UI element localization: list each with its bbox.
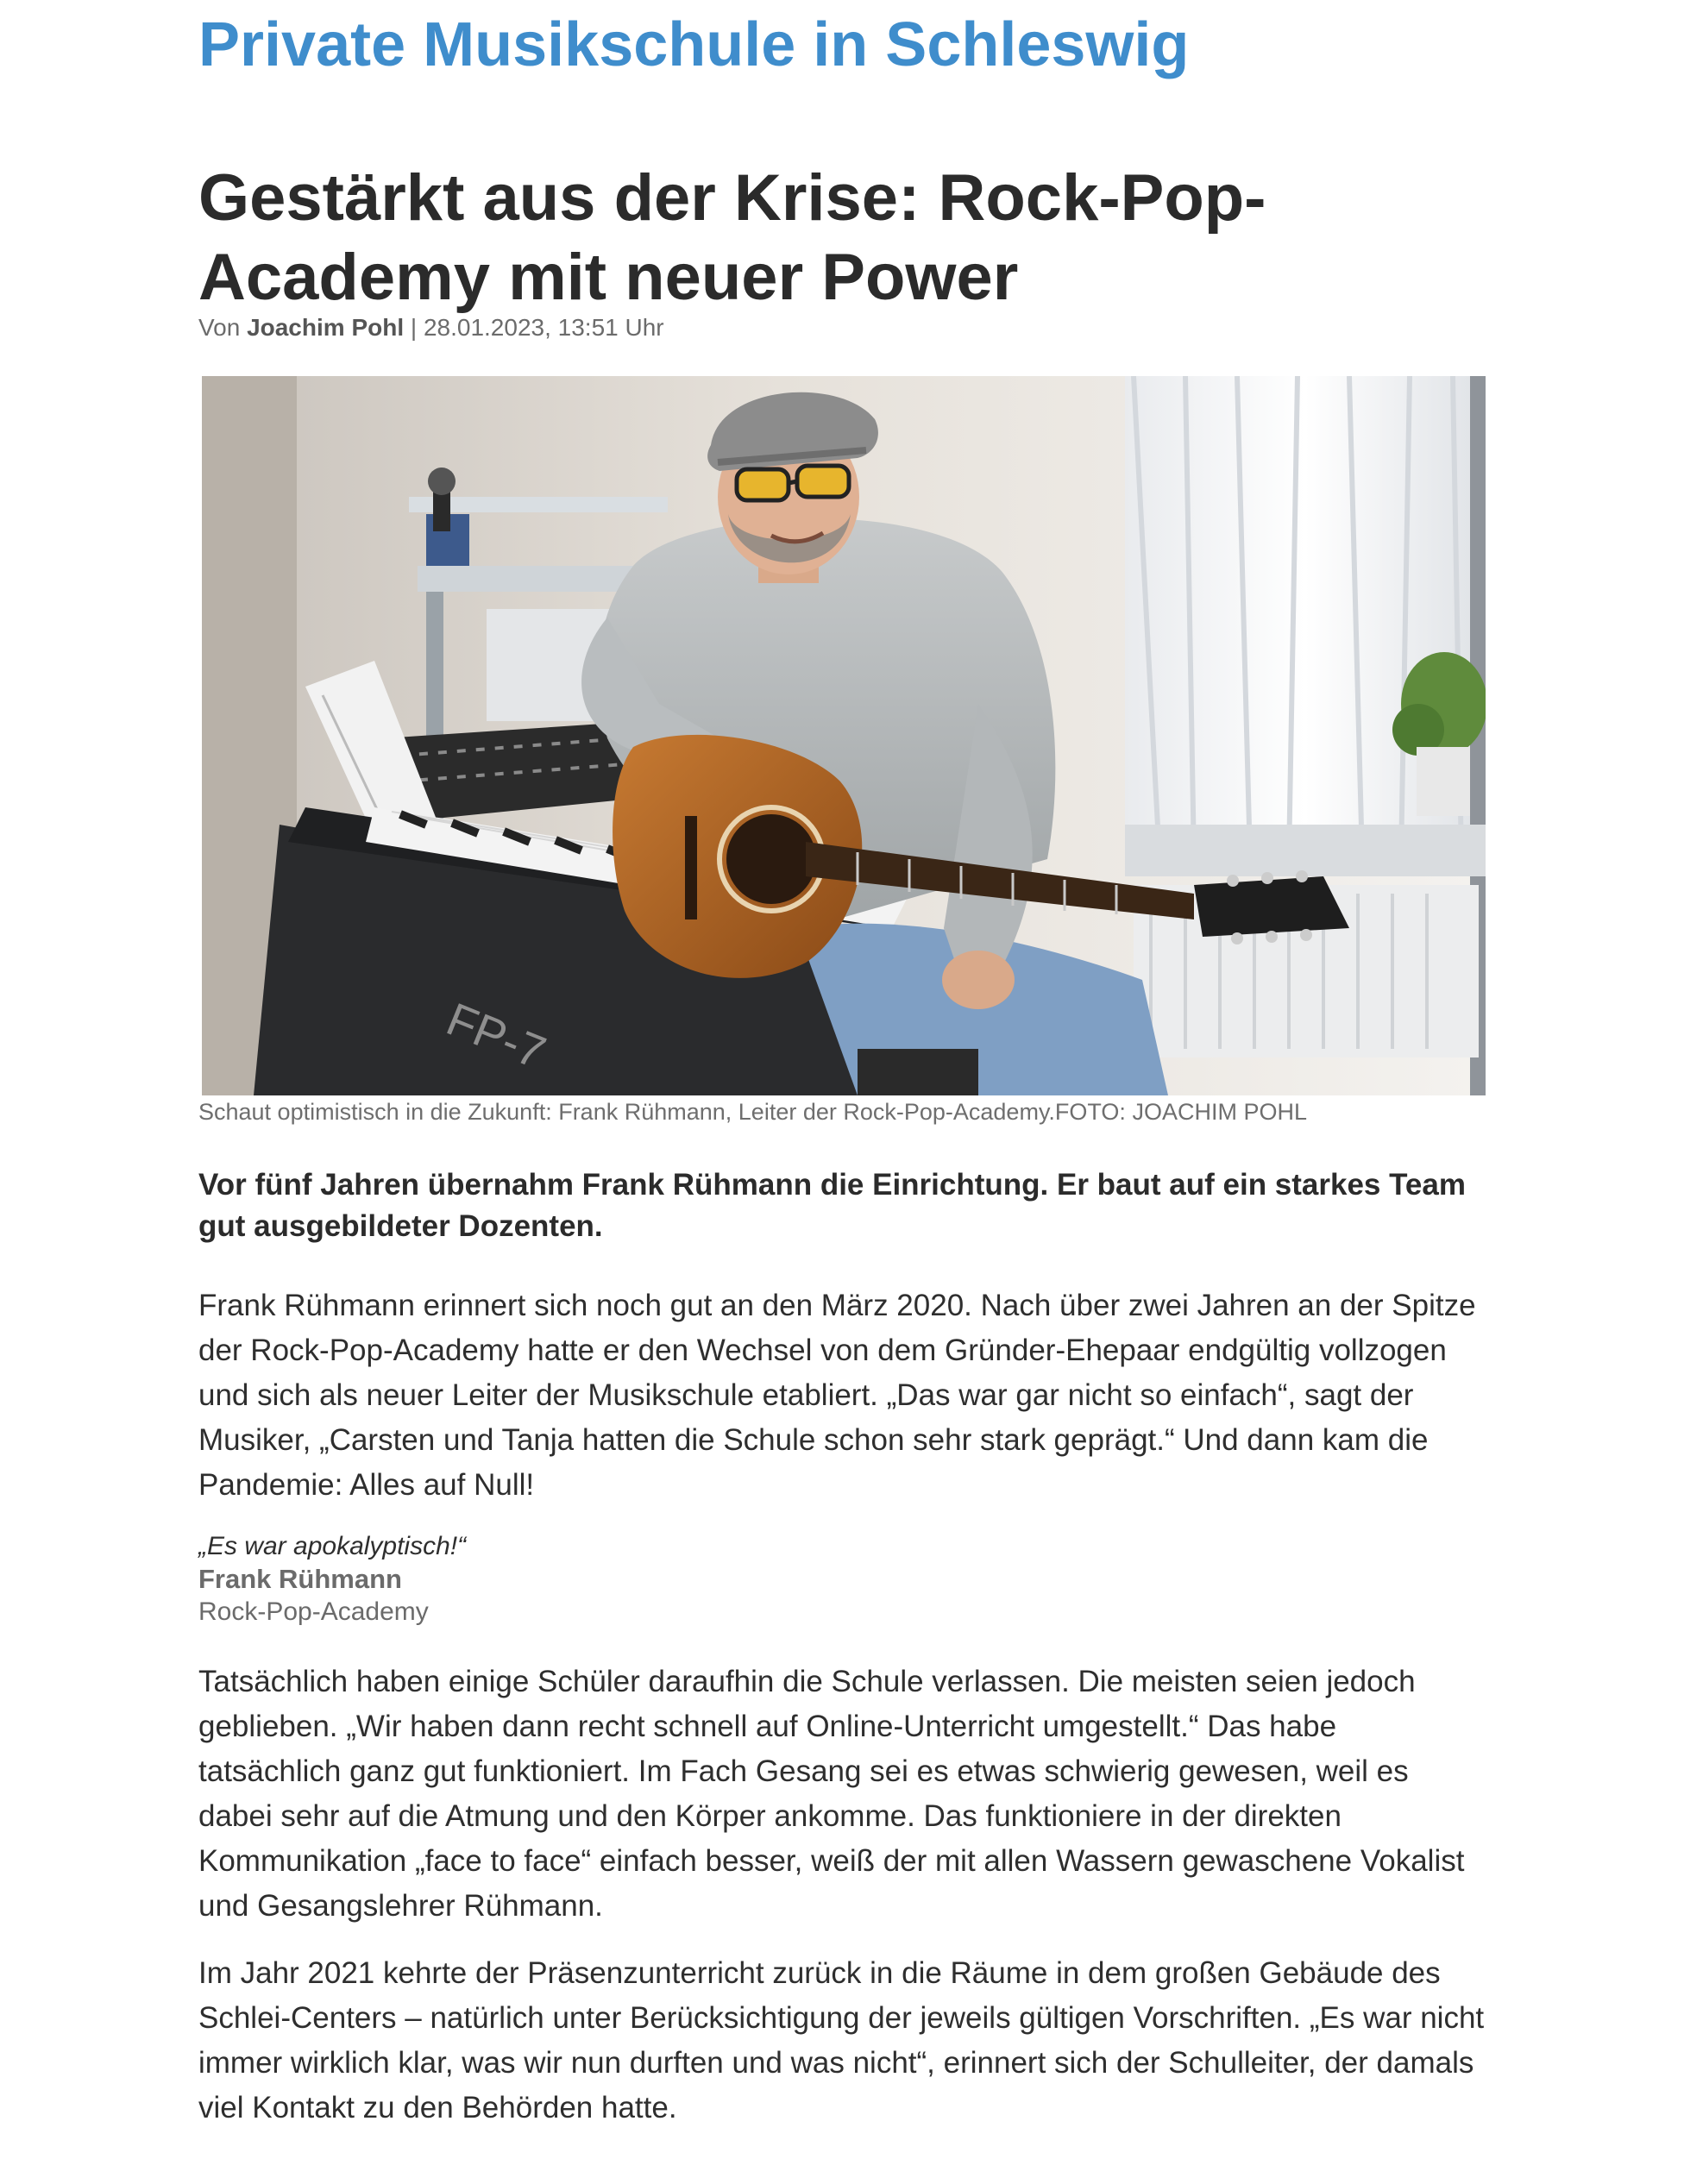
author-link[interactable]: Joachim Pohl <box>247 314 405 341</box>
byline-prefix: Von <box>198 314 241 341</box>
article-headline: Gestärkt aus der Krise: Rock-Pop-Academy mit neuer Power <box>198 161 1266 314</box>
byline-separator: | <box>410 314 418 341</box>
article-photo <box>202 376 1486 1095</box>
photo-caption: Schaut optimistisch in die Zukunft: Frank Rühmann, Leiter der Rock-Pop-Academy.FOTO: JOACHIM POHL <box>198 1099 1307 1125</box>
pull-quote <box>198 1530 466 1629</box>
article-paragraph-2: Tatsächlich haben einige Schüler daraufhin die Schule verlassen. Die meisten seien jedoch geblieben. „Wir haben dann recht schnell auf Online-Unterricht umgestellt.“ Das habe tatsächlich ganz gut funktioniert. Im Fach Gesang sei es etwas schwierig gewesen, weil es dabei sehr auf die Atmung und den Körper ankomme. Das funktioniere in der direkten Kommunikation „face to face“ einfach besser, weiß der mit allen Wassern gewaschene Vokalist und Gesangslehrer Rühmann. <box>198 1665 1465 1923</box>
piano-model-label: FP-7 <box>439 993 553 1079</box>
photo-illustration <box>202 376 1486 1095</box>
section-title: Private Musikschule in Schleswig <box>198 10 1190 79</box>
article-lead: Vor fünf Jahren übernahm Frank Rühmann die Einrichtung. Er baut auf ein starkes Team gut ausgebildeter Dozenten. <box>198 1168 1466 1243</box>
publish-date: 28.01.2023, 13:51 Uhr <box>423 314 664 341</box>
quote-organization: Rock-Pop-Academy <box>198 1597 429 1626</box>
quote-text: „Es war apokalyptisch!“ <box>198 1532 467 1560</box>
article-paragraph-1: Frank Rühmann erinnert sich noch gut an den März 2020. Nach über zwei Jahren an der Spitze der Rock-Pop-Academy hatte er den Wechsel von dem Gründer-Ehepaar endgültig vollzogen und sich als neuer Leiter der Musikschule etabliert. „Das war gar nicht so einfach“, sagt der Musiker, „Carsten und Tanja hatten die Schule schon sehr stark geprägt.“ Und dann kam die Pandemie: Alles auf Null! <box>198 1289 1476 1502</box>
byline <box>198 314 664 342</box>
quote-author: Frank Rühmann <box>198 1564 402 1594</box>
article-paragraph-3: Im Jahr 2021 kehrte der Präsenzunterricht zurück in die Räume in dem großen Gebäude des Schlei-Centers – natürlich unter Berücksichtigung der jeweils gültigen Vorschriften. „Es war nicht immer wirklich klar, was wir nun durften und was nicht“, erinnert sich der Schulleiter, der damals viel Kontakt zu den Behörden hatte. <box>198 1956 1485 2124</box>
